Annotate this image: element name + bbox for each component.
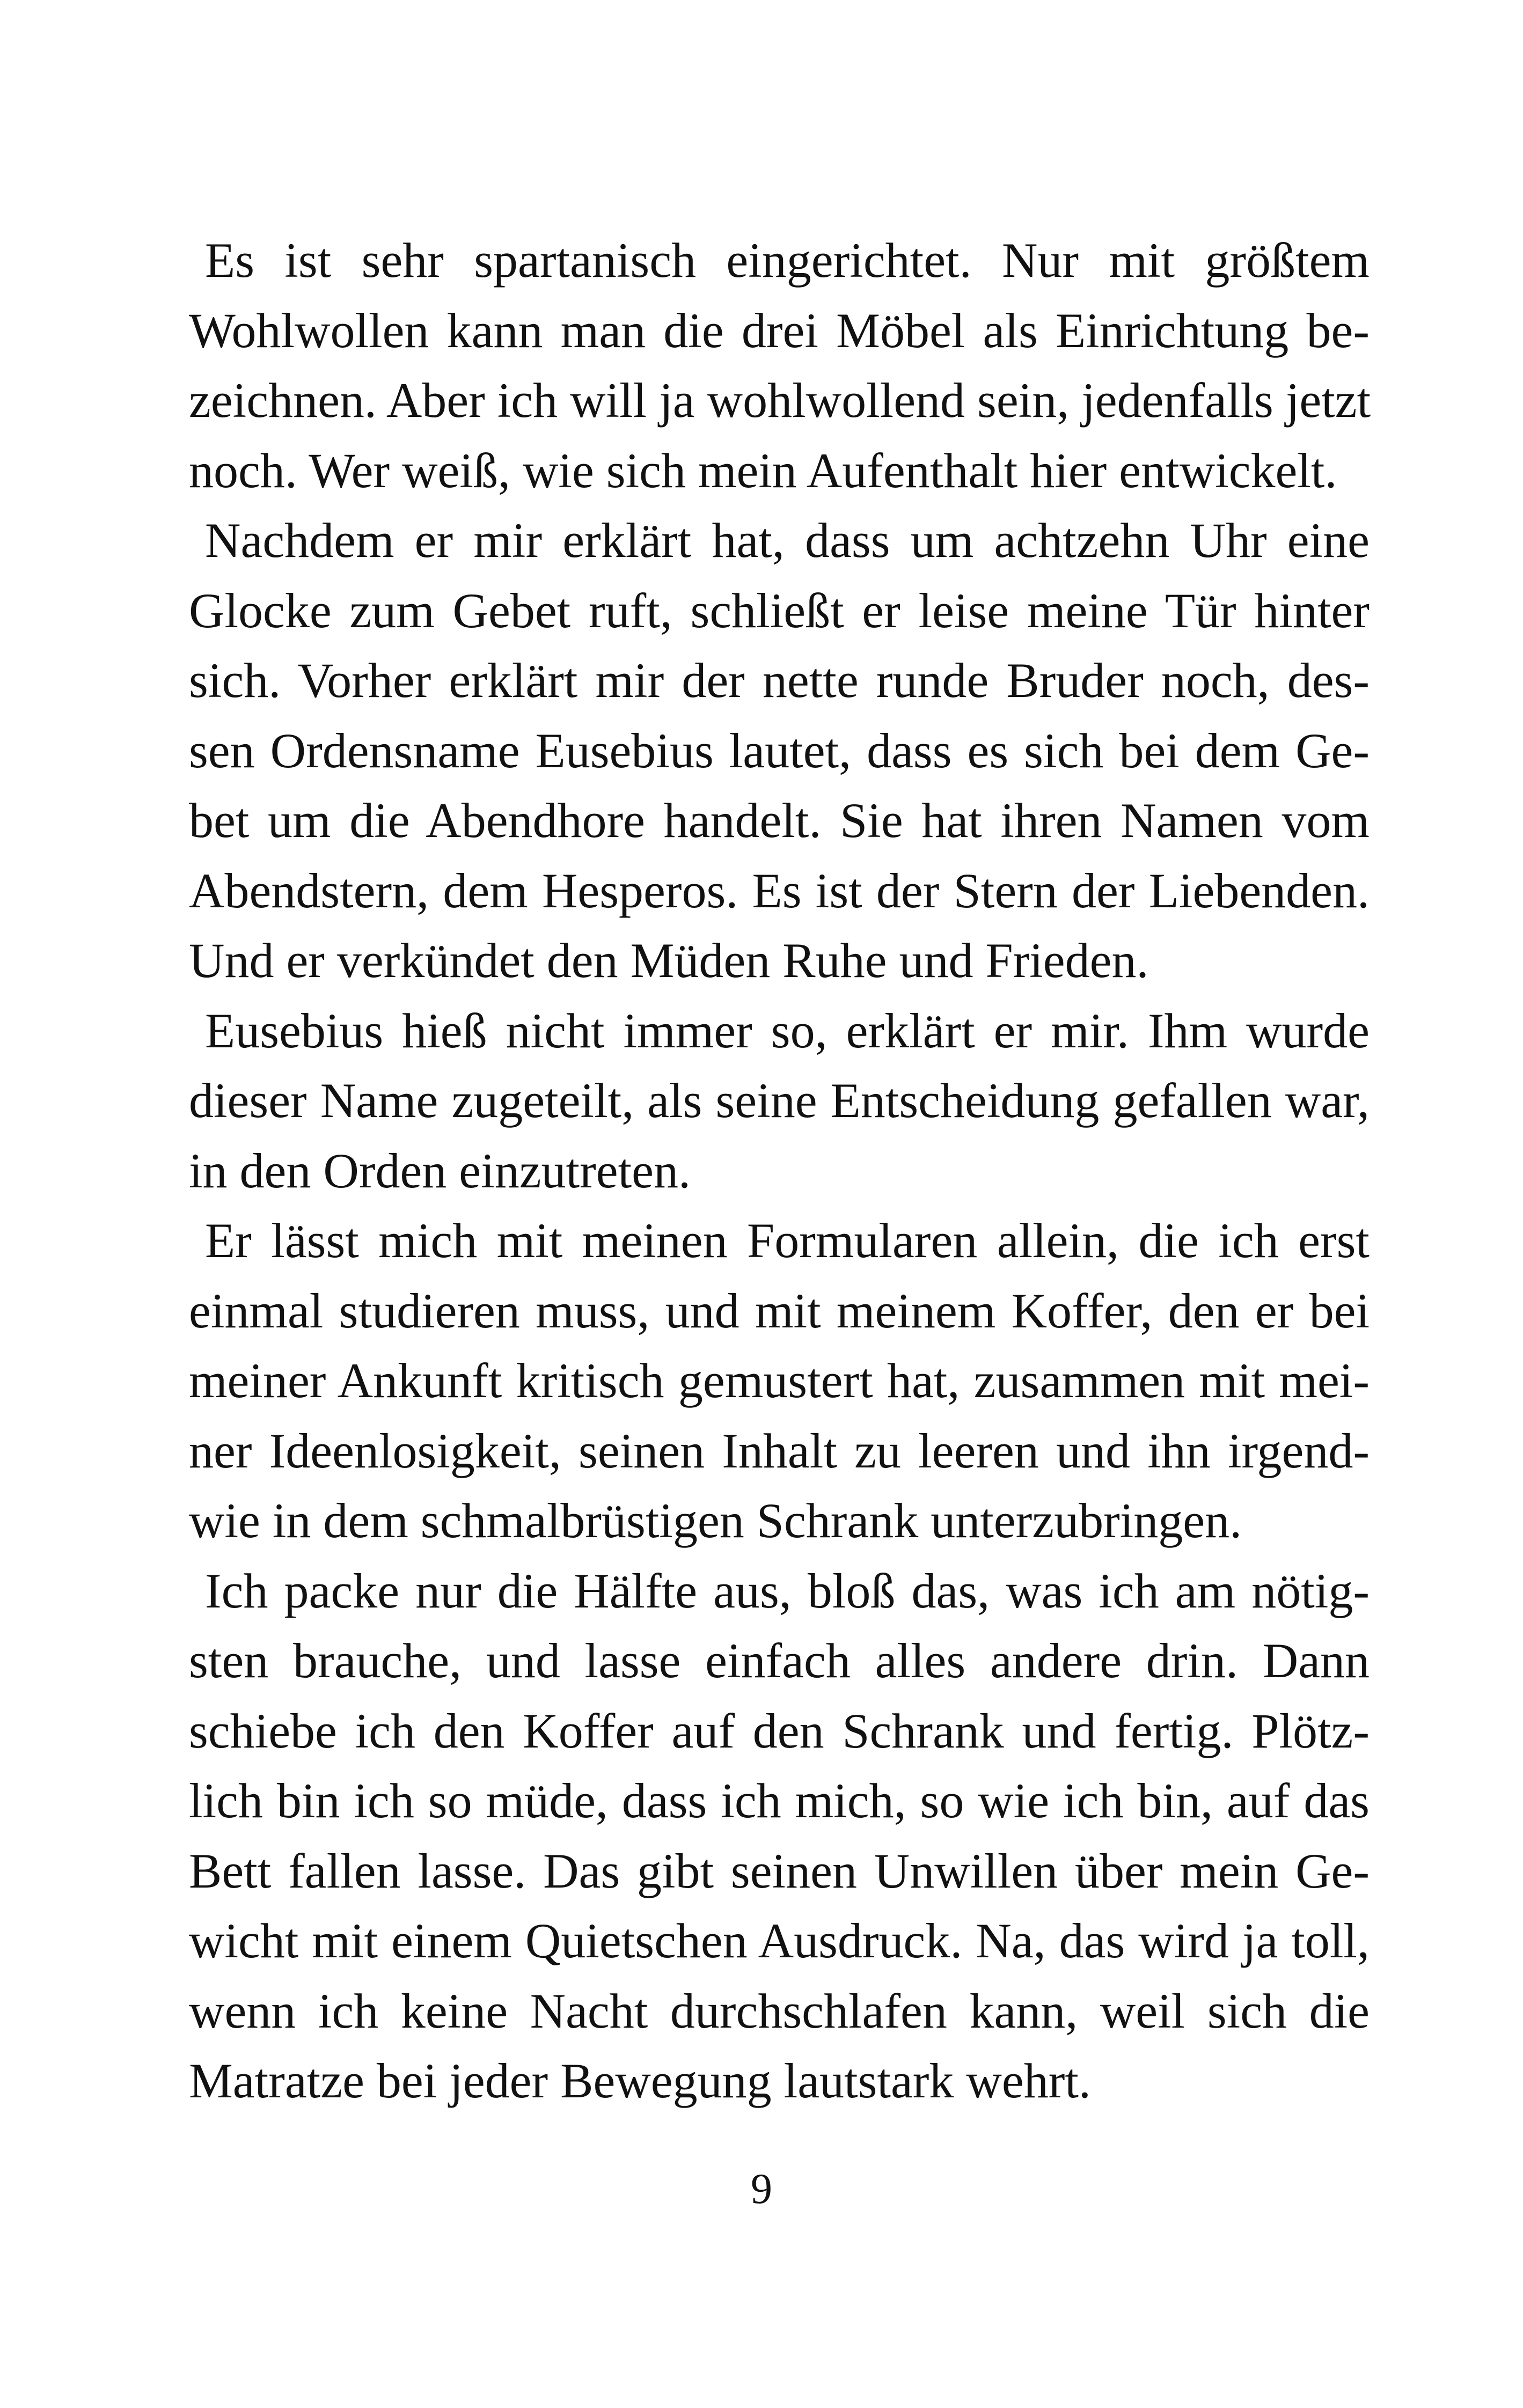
page-number: 9 — [751, 2165, 772, 2213]
text-line: Glocke zum Gebet ruft, schließt er leise meine Tür hinter — [189, 583, 1370, 638]
text-line: dieser Name zugeteilt, als seine Entscheidung gefallen war, — [189, 1073, 1370, 1128]
text-line: ner Ideenlosigkeit, seinen Inhalt zu leeren und ihn irgend- — [189, 1423, 1370, 1478]
text-line: einmal studieren muss, und mit meinem Koffer, den er bei — [189, 1283, 1370, 1338]
text-line: wie in dem schmalbrüstigen Schrank unterzubringen. — [189, 1493, 1242, 1548]
text-line: Er lässt mich mit meinen Formularen allein, die ich erst — [205, 1213, 1370, 1268]
text-line: sich. Vorher erklärt mir der nette runde Bruder noch, des- — [189, 653, 1370, 708]
text-line: Bett fallen lasse. Das gibt seinen Unwillen über mein Ge- — [189, 1843, 1370, 1898]
text-line: lich bin ich so müde, dass ich mich, so wie ich bin, auf das — [189, 1773, 1370, 1828]
text-line: Matratze bei jeder Bewegung lautstark wehrt. — [189, 2053, 1091, 2108]
text-line: sen Ordensname Eusebius lautet, dass es sich bei dem Ge- — [189, 723, 1370, 778]
text-line: noch. Wer weiß, wie sich mein Aufenthalt hier entwickelt. — [189, 443, 1337, 498]
text-line: zeichnen. Aber ich will ja wohlwollend sein, jedenfalls jetzt — [189, 373, 1371, 428]
text-line: Und er verkündet den Müden Ruhe und Frieden. — [189, 933, 1149, 988]
text-line: wenn ich keine Nacht durchschlafen kann, weil sich die — [189, 1983, 1370, 2038]
text-line: meiner Ankunft kritisch gemustert hat, zusammen mit mei- — [189, 1353, 1370, 1408]
text-line: Es ist sehr spartanisch eingerichtet. Nur mit größtem — [205, 233, 1370, 288]
text-line: Eusebius hieß nicht immer so, erklärt er mir. Ihm wurde — [205, 1003, 1370, 1058]
text-line: sten brauche, und lasse einfach alles andere drin. Dann — [189, 1633, 1370, 1688]
text-line: wicht mit einem Quietschen Ausdruck. Na, das wird ja toll, — [189, 1913, 1370, 1968]
text-line: schiebe ich den Koffer auf den Schrank und fertig. Plötz- — [189, 1703, 1370, 1758]
text-line: Ich packe nur die Hälfte aus, bloß das, was ich am nötig- — [205, 1563, 1370, 1618]
text-line: in den Orden einzutreten. — [189, 1143, 691, 1198]
body-text — [189, 225, 1370, 2116]
text-line: Nachdem er mir erklärt hat, dass um achtzehn Uhr eine — [205, 513, 1370, 568]
text-line: Abendstern, dem Hesperos. Es ist der Stern der Liebenden. — [189, 863, 1370, 918]
text-line: bet um die Abendhore handelt. Sie hat ihren Namen vom — [189, 793, 1370, 848]
text-line: Wohlwollen kann man die drei Möbel als Einrichtung be- — [189, 303, 1370, 358]
